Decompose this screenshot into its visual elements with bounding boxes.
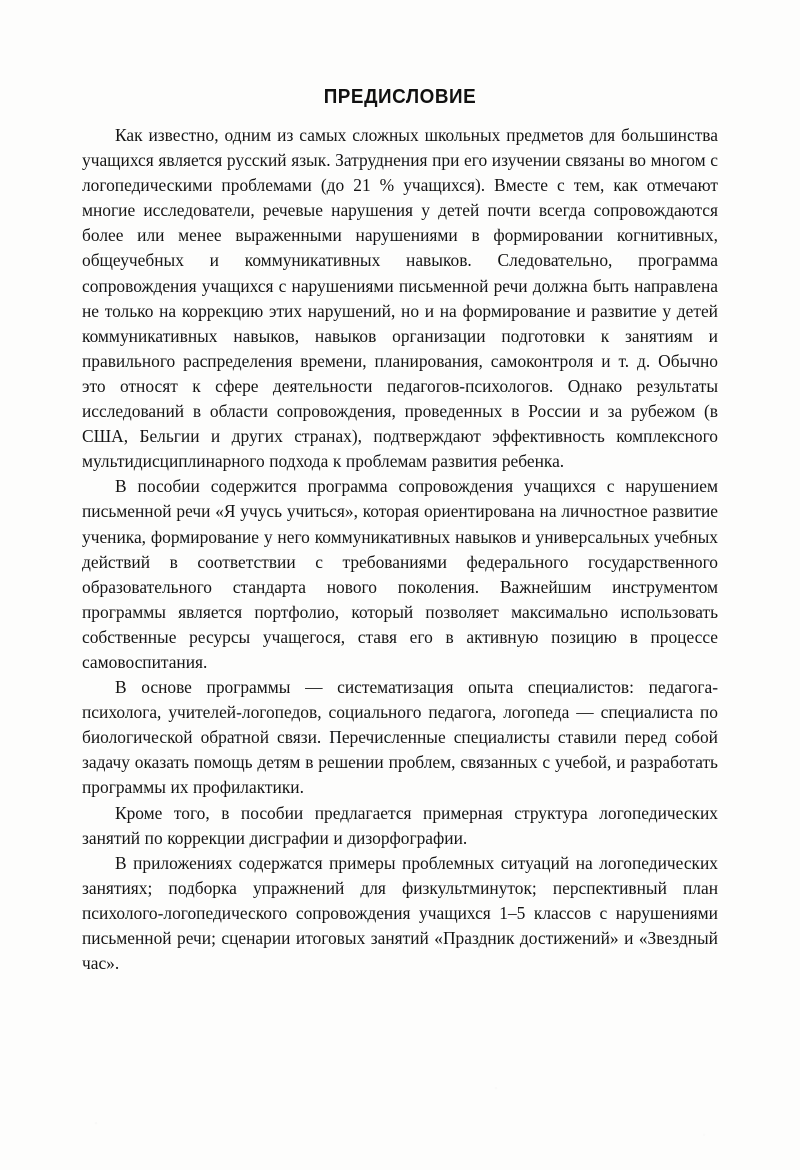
body-text: [82, 109, 718, 976]
paragraph: Как известно, одним из самых сложных школьных предметов для большинства учащихся является русский язык. Затруднения при его изучении связаны во многом с логопедическими проблемами (до 21 % учащихся). Вместе с тем, как отмечают многие исследователи, речевые нарушения у детей почти всегда сопровождаются более или менее выраженными нарушениями в формировании когнитивных, общеучебных и коммуникативных навыков. Следовательно, программа сопровождения учащихся с нарушениями письменной речи должна быть направлена не только на коррекцию этих нарушений, но и на формирование и развитие у детей коммуникативных навыков, навыков организации подготовки к занятиям и правильного распределения времени, планирования, самоконтроля и т. д. Обычно это относят к сфере деятельности педагогов-психологов. Однако результаты исследований в области сопровождения, проведенных в России и за рубежом (в США, Бельгии и других странах), подтверждают эффективность комплексного мультидисциплинарного подхода к проблемам развития ребенка.: [82, 125, 718, 472]
paragraph: В пособии содержится программа сопровождения учащихся с нарушением письменной речи «Я учусь учиться», которая ориентирована на личностное развитие ученика, формирование у него коммуникативных навыков и универсальных учебных действий в соответствии с требованиями федерального государственного образовательного стандарта нового поколения. Важнейшим инструментом программы является портфолио, который позволяет максимально использовать собственные ресурсы учащегося, ставя его в активную позицию в процессе самовоспитания.: [82, 476, 718, 672]
paragraph: В основе программы — систематизация опыта специалистов: педагога-психолога, учителей-логопедов, социального педагога, логопеда — специалиста по биологической обратной связи. Перечисленные специалисты ставили перед собой задачу оказать помощь детям в решении проблем, связанных с учебой, и разработать программы их профилактики.: [82, 677, 718, 798]
paragraph: В приложениях содержатся примеры проблемных ситуаций на логопедических занятиях; подборка упражнений для физкультминуток; перспективный план психолого-логопедического сопровождения учащихся 1–5 классов с нарушениями письменной речи; сценарии итоговых занятий «Праздник достижений» и «Звездный час».: [82, 852, 718, 974]
page-title: ПРЕДИСЛОВИЕ: [323, 85, 477, 108]
text-column: [82, 0, 718, 976]
paragraph: Кроме того, в пособии предлагается примерная структура логопедических занятий по коррекции дисграфии и дизорфографии.: [82, 802, 718, 848]
